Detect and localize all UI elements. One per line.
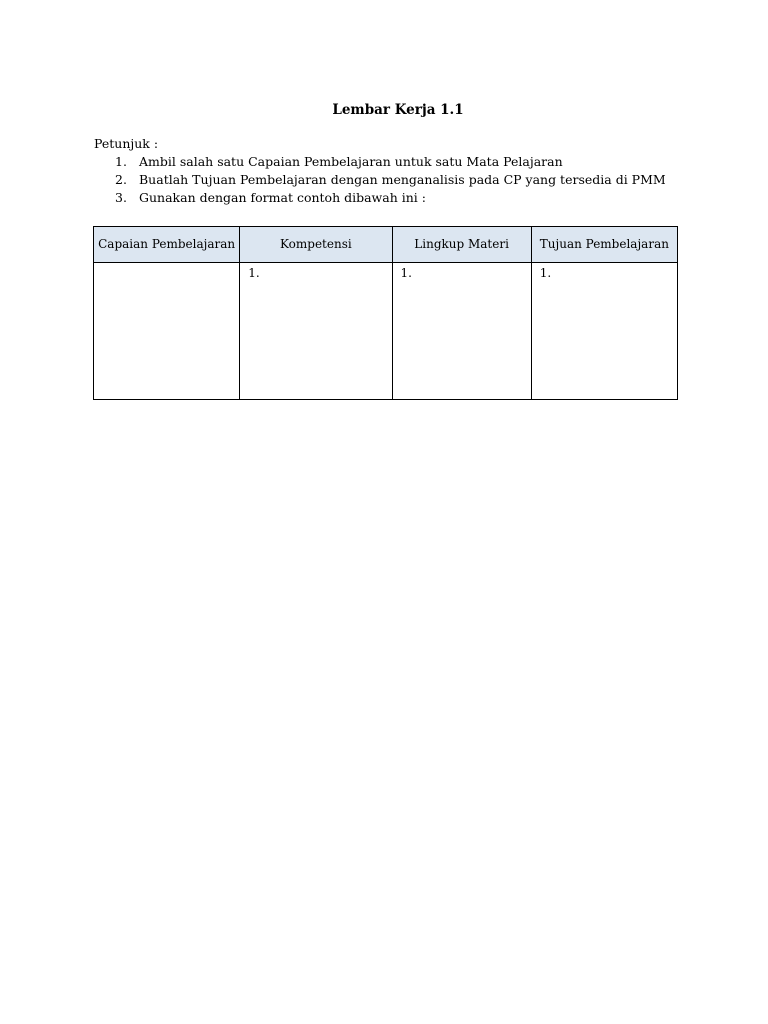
cell-text: 1. <box>539 266 552 280</box>
cell-lingkup-materi[interactable] <box>392 263 531 400</box>
cell-tujuan-pembelajaran[interactable] <box>531 263 677 400</box>
step-text: Buatlah Tujuan Pembelajaran dengan menganalisis pada CP yang tersedia di PMM <box>139 172 666 187</box>
document-title: Lembar Kerja 1.1 <box>332 102 464 118</box>
cell-capaian-pembelajaran[interactable] <box>94 263 240 400</box>
cell-text: 1. <box>400 266 412 280</box>
step-number: 3. <box>115 190 127 205</box>
step-text: Ambil salah satu Capaian Pembelajaran untuk satu Mata Pelajaran <box>139 154 563 169</box>
header-tujuan-pembelajaran: Tujuan Pembelajaran <box>531 227 677 263</box>
step-number: 1. <box>115 154 127 169</box>
cell-kompetensi[interactable] <box>240 263 392 400</box>
header-lingkup-materi: Lingkup Materi <box>392 227 531 263</box>
header-kompetensi: Kompetensi <box>240 227 392 263</box>
header-capaian-pembelajaran: Capaian Pembelajaran <box>94 227 240 263</box>
worksheet-table <box>93 226 678 400</box>
table-row <box>94 263 678 400</box>
step-number: 2. <box>115 172 127 187</box>
cell-text: 1. <box>248 266 260 280</box>
cell-text <box>94 263 239 265</box>
instructions-label: Petunjuk : <box>94 136 159 151</box>
step-text: Gunakan dengan format contoh dibawah ini : <box>139 190 426 205</box>
table-header-row <box>94 227 678 263</box>
